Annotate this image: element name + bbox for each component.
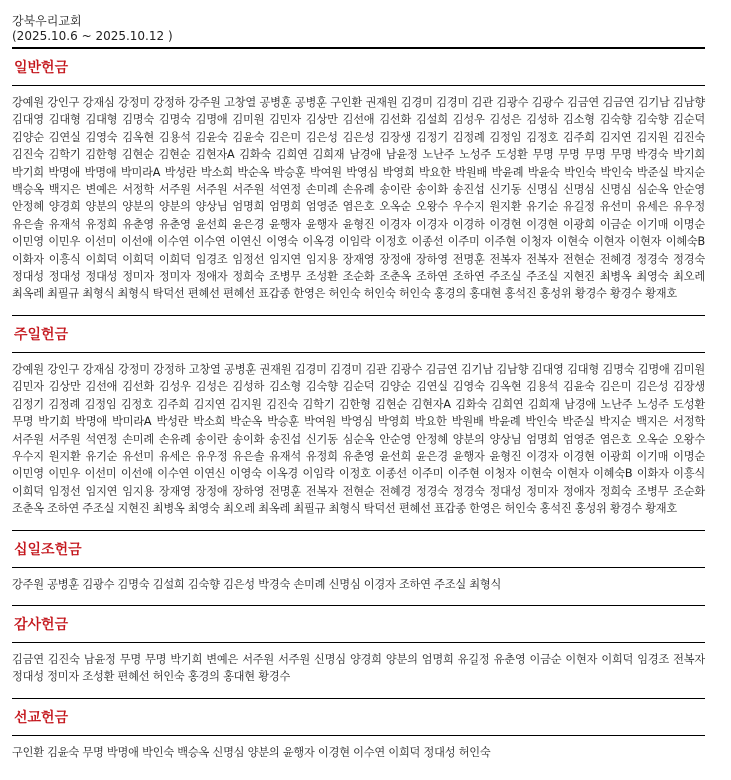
offering-period: (2025.10.6 ~ 2025.10.12 ): [12, 29, 173, 43]
section-title: 일반헌금: [14, 60, 69, 76]
section-general-offering: [12, 49, 705, 316]
donor-names: 강주원 공병훈 김광수 김명숙 김설희 김숙향 김은성 박경숙 손미례 신명심 이경자 조하연 주조실 최형식: [12, 577, 502, 591]
donor-names: 강예원 강인구 강재심 강정미 강정하 강주원 고창열 공병훈 공병훈 구인환 권재원 김경미 김경미 김관 김광수 김광수 김금연 김금연 김기남 김남향 김대영 김대형 김대형 김명숙 김명숙 김명애 김미원 김민자 김상만 김선애 김선화 김설희 김성우 김성은 김성하 김소형 김숙향 김숙향 김순덕 김양순 김연실 김영숙 김옥현 김용석 김윤숙 김윤숙 김은미 김은성 김은성 김장생 김정기 김정례 김정임 김정호 김주희 김지연 김지원 김진숙 김진숙 김학기 김한형 김현순 김현순 김현자A 김화숙 김희연 김희재 남경애 남윤정 노난주 노성주 도성환 무명 무명 무명 무명 박경숙 박기희 박기희 박명애 박명애 박미라A 박성란 박소희 박순옥 박승훈 박여원 박영심 박영희 박요한 박원배 박윤례 박윤숙 박인숙 박인숙 박준실 박지순 백승옥 백지은 변예은 서정학 서주원 서주원 서주원 석연정 손미례 손유례 송이란 송이화 송진섭 신기동 신명심 신명심 신명심 심순옥 안순영 안정혜 양경희 양분의 양분의 양분의 양상님 엄명희 엄명희 엄영준 염은호 오옥순 오왕수 우수지 원지환 유기순 유길정 유선미 유세은 유우정 유은솔 유재석 유정희 유춘영 유춘영 윤선희 윤은경 윤행자 윤행자 윤형진 이경자 이경자 이경하 이경현 이경현 이광희 이금순 이기매 이명순 이민영 이민우 이선미 이선애 이수연 이수연 이연신 이영숙 이옥경 이임락 이정호 이종선 이주미 이주현 이청자 이현숙 이현자 이현자 이혜숙B 이화자 이흥식 이희덕 이희덕 이희덕 임경조 임정선 임지연 임지용 장재영 장정애 장하영 전명훈 전복자 전복자 전현순 전혜경 정경숙 정경숙 정대성 정대성 정대성 정미자 정미자 정애자 정희숙 조병무 조성환 조순화 조춘옥 조하연 조하연 주조실 주조실 지현진 최병옥 최영숙 최오레 최옥레 최필규 최형식 최형식 탁덕선 편혜선 편혜선 표갑종 한영은 허인숙 허인숙 허인숙 홍경의 홍대현 홍석진 홍성위 황경수 황경수 황재호: [12, 96, 705, 301]
section-thanksgiving-offering: [12, 606, 705, 699]
page-header: [12, 14, 705, 44]
section-title: 감사헌금: [14, 616, 69, 633]
church-name: 강북우리교회: [12, 14, 82, 28]
donor-names: 구인환 김윤숙 무명 박명애 박인숙 백승옥 신명심 양분의 윤행자 이경현 이수연 이희덕 정대성 허인숙: [12, 745, 491, 759]
section-title: 십일조헌금: [14, 541, 82, 558]
section-title: 선교헌금: [14, 709, 69, 726]
section-sunday-offering: [12, 316, 705, 531]
section-title: 주일헌금: [14, 326, 69, 343]
section-mission-offering: [12, 699, 705, 769]
donor-names: 김금연 김진숙 남윤정 무명 무명 박기희 변예은 서주원 서주원 신명심 양경희 양분의 엄명희 유길정 유춘영 이금순 이현자 이희덕 임경조 전복자 정대성 정미자 조성환 편혜선 허인숙 홍경의 홍대현 황경수: [12, 652, 705, 684]
section-tithe-offering: [12, 531, 705, 606]
donor-names: 강예원 강인구 강재심 강정미 강정하 고창열 공병훈 권재원 김경미 김경미 김관 김광수 김금연 김기남 김남향 김대영 김대형 김명숙 김명애 김미원 김민자 김상만 김선애 김선화 김성우 김성은 김성하 김소형 김숙향 김순덕 김양순 김연실 김영숙 김옥현 김용석 김윤숙 김은미 김은성 김장생 김정기 김정례 김정임 김정호 김주희 김지연 김지원 김진숙 김학기 김한형 김현순 김현자A 김화숙 김희연 김희재 남경애 노난주 노성주 도성환 무명 박기희 박명애 박미라A 박성란 박소희 박순옥 박승훈 박여원 박영심 박영희 박요한 박원배 박윤례 박인숙 박준실 박지순 백지은 서정학 서주원 서주원 석연정 손미례 손유례 송이란 송이화 송진섭 신기동 심순옥 안순영 안정혜 양분의 양상님 엄명희 엄영준 염은호 오옥순 오왕수 우수지 원지환 유기순 유선미 유세은 유우정 유은솔 유재석 유정희 유춘영 윤선희 윤은경 윤행자 윤형진 이경자 이경현 이광희 이기매 이명순 이민영 이민우 이선미 이선애 이수연 이연신 이영숙 이옥경 이임락 이정호 이종선 이주미 이주현 이청자 이현숙 이현자 이혜숙B 이화자 이흥식 이희덕 임정선 임지연 임지용 장재영 장정애 장하영 전명훈 전복자 전현순 전혜경 정경숙 정경숙 정대성 정미자 정애자 정희숙 조병무 조순화 조춘옥 조하연 주조실 지현진 최병옥 최영숙 최오레 최옥레 최필규 최형식 탁덕선 편혜선 표갑종 한영은 허인숙 홍석진 홍성위 황경수 황재호: [12, 362, 705, 516]
